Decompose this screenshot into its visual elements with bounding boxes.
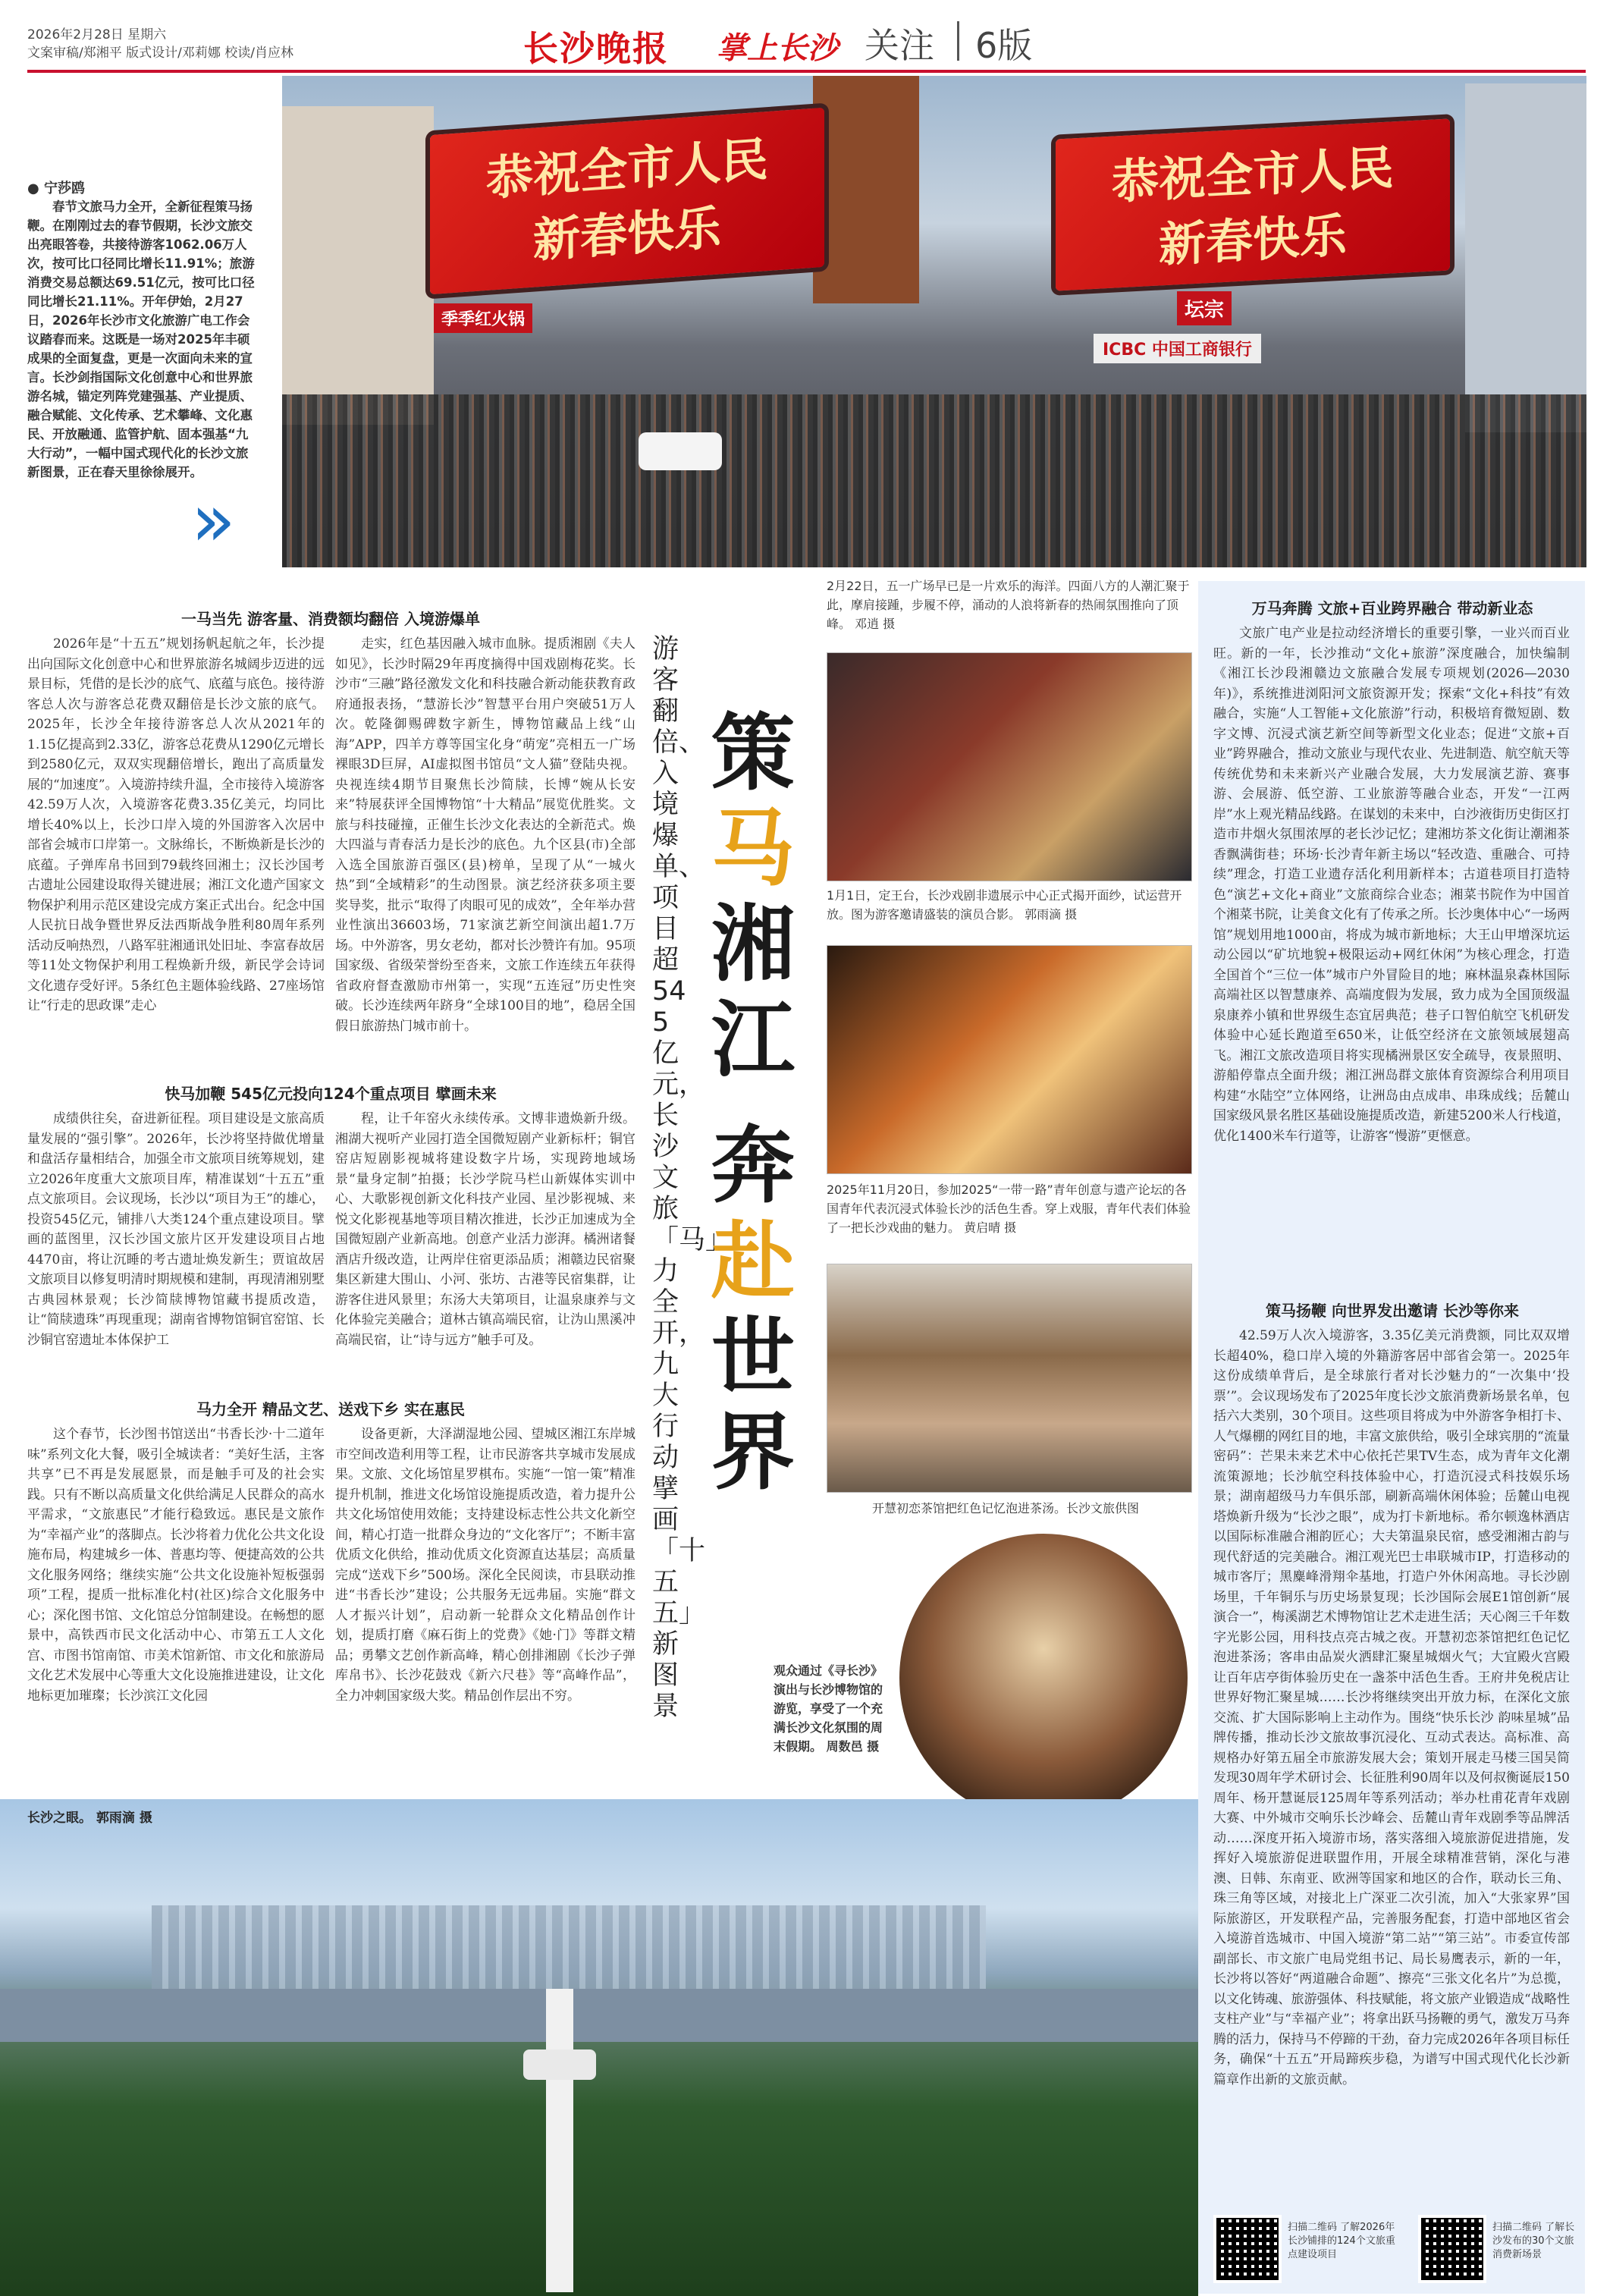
right-body-2: 42.59万人次入境游客，3.35亿美元消费额，同比双双增长超40%，稳口岸入境的外籍游客居中部省会第一。2025年这份成绩单背后，是全球旅行者对长沙魅力的“一次集中‘投票’”。会议现场发布了2025年度长沙文旅消费新场景名单，包括六大类别，30个项目。这些项目将成为中外游客争相打卡、人气爆棚的网红目的地，丰富文旅供给，吸引全球宾朋的“流量密码”：芒果未来艺术中心依托芒果TV生态，成为青年文化潮流策源地；长沙航空科技体验中心，打造沉浸式科技娱乐场景；湖南超级马力车俱乐部，刷新高端休闲体验；岳麓山电视塔焕新升级为“长沙之眼”，成为打卡新地标。希尔顿逸林酒店以国际标准融合湘韵匠心；大夫第温泉民宿，感受湘湘古韵与现代舒适的完美融合。湘江观光巴士串联城市IP，打造移动的城市客厅；黑麋峰滑翔伞基地，打造户外休闲高地。寻长沙剧场里，千年铜乐与历史场景复现；长沙国际会展E1馆创新“展演合一”，梅溪湖艺术博物馆让艺术走进生活；天心阁三千年数字光影公园，用科技点亮古城之夜。开慧初恋茶馆把红色记忆泡进茶汤；客串由品炭火洒肆汇聚星城烟火气；大宜殿火宫殿让百年店亭街体验历史在一盏茶中活色生香。王府井免税店让世界好物汇聚星城……长沙将继续突出开放力标，在深化文旅交流、扩大国际影响上主动作为。围绕“快乐长沙 韵味星城”品牌传播，推动长沙文旅故事沉浸化、互动式表达。高标准、高规格办好第五届全市旅游发展大会；策划开展走马楼三国吴简发现30周年学术研讨会、长征胜利90周年以及何叔衡诞辰150周年、杨开慧诞辰125周年等系列活动；举办杜甫花青年戏剧大赛、中外城市交响乐长沙峰会、岳麓山青年戏剧季等品牌活动……深度开拓入境游市场，落实落细入境旅游促进措施，发挥好入境旅游促进联盟作用，开展全球精准营销，深化与港澳、日韩、东南亚、欧洲等国家和地区的合作，联动长三角、珠三角等区域，对接北上广深亚二次引流，加入“大张家界”国际旅游区，开发联程产品，完善服务配套，打造中部地区省会入境游首选城市、中国入境游“第二站”“第三站”。市委宣传部副部长、市文旅广电局党组书记、局长易鹰表示，新的一年，长沙将以答好“两道融合命题”、擦亮“三张文化名片”为总揽，以文化铸魂、旅游强体、科技赋能，将文旅产业锻造成“战略性支柱产业”与“幸福产业”；将拿出跃马扬鞭的勇气，激发万马奔腾的活力，保持马不停蹄的干劲，奋力完成2026年各项目标任务，确保“十五五”开局蹄疾步稳，为谱写中国式现代化长沙新篇章作出新的文旅贡献。 — [1213, 1328, 1570, 2087]
led-screen-right-text: 恭祝全市人民 新春快乐 — [1111, 140, 1394, 273]
photo-theatre-center — [827, 652, 1192, 881]
headline-char-horse: 马 — [711, 800, 795, 897]
bank-sign: ICBC 中国工商银行 — [1094, 334, 1261, 363]
lede-paragraph: 春节文旅马力全开，全新征程策马扬鞭。在刚刚过去的春节假期，长沙文旅交出亮眼答卷，共接待游客1062.06万人次，按可比口径同比增长11.91%；旅游消费交易总额达69.51亿元，按可比口径同比增长21.11%。开年伊始，2月27日，2026年长沙市文化旅游广电工作会议踏春而来。这既是一场对2025年丰硕成果的全面复盘，更是一次面向未来的宣言。长沙剑指国际文化创意中心和世界旅游名城，锚定列阵党建强基、产业提质、融合赋能、文化传承、艺术攀峰、文化惠民、开放融通、监管护航、固本强基“九大行动”，一幅中国式现代化的长沙文旅新图景，正在春天里徐徐展开。 — [27, 199, 255, 479]
top-photo-wuyi-square — [282, 76, 1586, 567]
tv-tower-shaft — [546, 1989, 573, 2292]
police-car — [639, 432, 722, 470]
right-body-1-box — [1213, 623, 1570, 1283]
section2-text-a: 成绩供往矣，奋进新征程。项目建设是文旅高质量发展的“强引擎”。2026年，长沙将坚持做优增量和盘活存量相结合，加强全市文旅项目统筹规划，建立2026年度重大文旅项目库，精准谋划“十五五”重点文旅项目。会议现场，长沙以“项目为王”的雄心，投资545亿元，铺排八大类124个重点建设项目。擘画的蓝图里，汉长沙国文旅片区开发建设项目占地4470亩，将让沉睡的考古遗址焕发新生；贾谊故居文旅项目以修复明清时期规模和建制，再现清湘别墅古典园林景观；长沙简牍博物馆藏书提质改造，让“简牍遗珠”再现重现；湖南省博物馆铜官窑馆、长沙铜官窑遗址本体保护工 — [27, 1111, 325, 1348]
section3-title: 马力全开 精品文艺、送戏下乡 实在惠民 — [196, 1400, 465, 1418]
section2-col-b — [335, 1109, 635, 1382]
author-name: 宁莎鸥 — [43, 181, 85, 196]
date-line: 2026年2月28日 星期六 — [27, 27, 167, 42]
photo-teahouse — [827, 1264, 1192, 1493]
tower-caption: 长沙之眼。 郭雨滴 摄 — [27, 1811, 152, 1826]
section3-col-a — [27, 1424, 325, 1743]
section-label: 关注 — [865, 25, 934, 66]
headline-char: 界 — [711, 1404, 795, 1501]
qr-code-projects[interactable] — [1213, 2215, 1282, 2283]
section1-title: 一马当先 游客量、消费额均翻倍 入境游爆单 — [181, 610, 480, 628]
qr-caption-1: 扫描二维码 了解2026年长沙铺排的124个文旅重点建设项目 — [1288, 2222, 1395, 2260]
skyline — [152, 1905, 986, 1989]
headline-char: 世 — [711, 1308, 795, 1406]
photo-changsha-eye — [0, 1799, 1198, 2296]
shop-sign: 季季红火锅 — [434, 303, 532, 333]
qr-caption-2: 扫描二维码 了解长沙发布的30个文旅消费新场景 — [1492, 2222, 1575, 2260]
headline-char: 江 — [711, 991, 795, 1088]
section2-col-a — [27, 1109, 325, 1382]
headline-char: 策 — [711, 705, 795, 802]
top-photo-caption: 2月22日，五一广场早已是一片欢乐的海洋。四面八方的人潮汇聚于此，摩肩接踵，步履不停，涌动的人浪将新春的热闹氛围推向了顶峰。 邓逍 摄 — [827, 579, 1190, 631]
section3-col-b — [335, 1424, 635, 1743]
photo-caption-2: 2025年11月20日，参加2025“一带一路”青年创意与遗产论坛的各国青年代表沉浸式体验长沙的活色生香。穿上戏服，青年代表们体验了一把长沙戏曲的魅力。 黄启晴 摄 — [827, 1183, 1191, 1235]
section2-title: 快马加鞭 545亿元投向124个重点项目 擘画未来 — [165, 1085, 497, 1103]
header-rule — [27, 70, 1586, 73]
tv-tower-pod — [523, 2049, 596, 2080]
qr-code-scenes[interactable] — [1418, 2215, 1486, 2283]
headline-char: 奔 — [711, 1117, 795, 1214]
editors-line: 文案审稿/郑湘平 版式设计/邓莉娜 校读/肖应林 — [27, 46, 293, 61]
right-body-2-box — [1213, 1326, 1570, 2198]
right-title-2: 策马扬鞭 向世界发出邀请 长沙等你来 — [1266, 1302, 1519, 1320]
pagoda-tower — [813, 76, 919, 303]
newspaper-logo[interactable]: 长沙晚报 — [523, 28, 669, 69]
page-number: 6版 — [975, 25, 1033, 66]
section1-text-a: 2026年是“十五五”规划扬帆起航之年，长沙提出向国际文化创意中心和世界旅游名城阔步迈进的远景目标，凭借的是长沙的底气、底蕴与底色。接待游客总人次与游客总花费双翻倍是长沙文旅的底气。2025年，长沙全年接待游客总人次从2021年的1.15亿提高到2.33亿，游客总花费从1290亿元增长到2580亿元，双双实现翻倍增长，跑出了高质量发展的“加速度”。入境游持续升温，全市接待入境游客42.59万人次，入境游客花费3.35亿美元，均同比增长40%以上，长沙口岸入境的外国游客入次居中部省会城市口岸第一。文脉绵长，不断焕新是长沙的底蕴。子弹库帛书回到79载终回湘土；汉长沙国考古遗址公园建设取得关键进展；湘江文化遗产国家文物保护利用示范区建设完成方案正式出台。纪念中国人民抗日战争暨世界反法西斯战争胜利80周年系列活动反响热烈，八路军驻湘通讯处旧址、李富春故居等11处文物保护利用工程焕新升级，新民学会诗词文化遗存受好评。5条红色主题体验线路、27座场馆让“行走的思政课”走心 — [27, 636, 325, 1013]
section2-text-b: 程，让千年窑火永续传承。文博非遗焕新升级。湘湖大视听产业园打造全国微短剧产业新标杆；铜官窑店短剧影视城将建设数字片场，实现跨地域场景“量身定制”拍摄；长沙学院马栏山新媒体实训中心、大歌影视创新文化科技产业园、星沙影视城、来悦文化影视基地等项目精次推进，长沙正加速成为全国微短剧产业新高地。创意产业活力澎湃。橘洲诸餐酒店升级改造，让两岸住宿更添品质；湘赣边民宿聚集区新建大围山、小河、张坊、古港等民宿集群，让游客住进风景里；东汤大夫第项目，让温泉康养与文化体验完美融合；道林古镇高端民宿，让沩山黑溪冲高端民宿，让“诗与远方”触手可及。 — [335, 1111, 635, 1348]
headline-char: 湘 — [711, 896, 795, 993]
app-logo[interactable]: 掌上长沙 — [717, 31, 838, 66]
led-screen-right — [1056, 118, 1450, 291]
author-byline: ● 宁莎鸥 — [27, 181, 85, 196]
headline-char-gallop: 赴 — [711, 1213, 795, 1310]
vertical-subtitle: 游客翻倍、入境爆单、项目超545亿元，长沙文旅「马」力全开，九大行动擘画「十五五」新图景 — [652, 634, 733, 1722]
led-screen-left — [430, 108, 824, 294]
river — [0, 1989, 1198, 2042]
crowd — [282, 394, 1586, 567]
main-headline — [711, 705, 810, 1500]
chevron-icon: » — [191, 478, 236, 563]
date-editors — [27, 26, 293, 62]
photo-caption-4: 观众通过《寻长沙》演出与长沙博物馆的游览，享受了一个充满长沙文化氛围的周末假期。 周数邑 摄 — [774, 1663, 883, 1754]
building — [1465, 83, 1586, 432]
photo-caption-3: 开慧初恋茶馆把红色记忆泡进茶汤。长沙文旅供图 — [872, 1501, 1140, 1515]
led-screen-left-text: 恭祝全市人民 新春快乐 — [485, 130, 768, 269]
photo-caption-1: 1月1日，定王台，长沙戏剧非遗展示中心正式揭开面纱，试运营开放。图为游客邀请盛装的演员合影。 郭雨滴 摄 — [827, 888, 1182, 922]
section3-text-b: 设备更新，大泽湖湿地公园、望城区湘江东岸城市空间改造利用等工程，让市民游客共享城市发展成果。文旅、文化场馆星罗棋布。实施“一馆一策”精准提升机制，推进文化场馆设施提质改造，着力提升公共文化场馆使用效能；支持建设标志性公共文化新空间，精心打造一批群众身边的“文化客厅”；不断丰富优质文化供给，推动优质文化资源直达基层；高质量完成“送戏下乡”500场。深化全民阅读，市县联动推进“书香长沙”建设；公共服务无远弗届。实施“群文人才振兴计划”，启动新一轮群众文化精品创作计划，提质打磨《麻石街上的党费》《她·门》等群文精品；勇攀文艺创作新高峰，精心创排湘剧《长沙子弹库帛书》、长沙花鼓戏《新六尺巷》等“高峰作品”，全力冲刺国家级大奖。精品创作层出不穷。 — [335, 1427, 635, 1704]
right-title-1: 万马奔腾 文旅+百业跨界融合 带动新业态 — [1251, 599, 1533, 617]
building — [282, 106, 434, 425]
right-body-1: 文旅广电产业是拉动经济增长的重要引擎，一业兴而百业旺。新的一年，长沙推动“文化+旅游”深度融合，加快编制《湘江长沙段湘赣边文旅融合发展专项规划(2026—2030年)》，系统推进浏阳河文旅资源开发；探索“文化+科技”有效融合，实施“人工智能+文化旅游”行动，积极培育微短剧、数字文博、沉浸式演艺新空间等新型文化业态；促进“文旅+百业”跨界融合，推动文旅业与现代农业、先进制造、航空航天等传统优势和未来新兴产业融合发展，大力发展演艺游、赛事游、会展游、低空游、工业旅游等融合业态，开发“一江两岸”水上观光精品线路。在谋划的未来中，白沙液街历史街区打造市井烟火氛围浓厚的老长沙记忆；建湘坊茶文化街让潮湘茶香飘满街巷；环场·长沙青年新主场以“轻改造、重融合、可持续”理念，打造工业遗存活化利用新样本；古道巷项目打造特色“演艺+文化+商业”文旅商综合业态；湘菜书院作为中国首个湘菜书院，让美食文化有了传承之所。长沙奥体中心“一场两馆”规划用地1000亩，将成为城市新地标；大王山甲增深坑运动公园以“矿坑地貌+极限运动+网红休闲”为核心理念，打造全国首个“三位一体”城市户外冒险目的地；麻林温泉森林国际高端社区以智慧康养、高端度假为发展，致力成为全国顶级温泉康养小镇和世界级生态宜居典范；巷子口智伯航空飞机研发体验中心延长跑道至650米，让低空经济在文旅领域展翅高飞。湘江文旅改造项目将实现橘洲景区安全疏导，夜景照明、游船停靠点全面升级；湘江洲岛群文旅体育资源综合利用项目构建“水陆空”立体网络，让洲岛由点成串、串珠成线；岳麓山国家级风景名胜区基础设施提质改造，新建5200米人行栈道，优化1400米车行道等，让游客“慢游”更惬意。 — [1213, 626, 1570, 1144]
photo-youth-forum — [827, 945, 1192, 1174]
section1-col-b — [335, 634, 635, 1066]
photo-xunchangsha-circle — [893, 1528, 1194, 1828]
header-divider — [957, 21, 959, 61]
section1-col-a — [27, 634, 325, 1066]
section3-text-a: 这个春节，长沙图书馆送出“书香长沙·十二道年味”系列文化大餐，吸引全城读者：“美好生活，主客共享”已不再是发展愿景，而是触手可及的社会实践。只有不断以高质量文化供给满足人民群众的高水平需求，“文旅惠民”才能行稳致远。惠民是文旅作为“幸福产业”的落脚点。长沙将着力优化公共文化设施布局，构建城乡一体、普惠均等、便捷高效的公共文化服务网络；继续实施“公共文化设施补短板强弱项”工程，提质一批标准化村(社区)综合文化服务中心；深化图书馆、文化馆总分馆制建设。在畅想的愿景中，高铁西市民文化活动中心、市第五工人文化宫、市图书馆南馆、市美术馆新馆、市文化和旅游局文化艺术发展中心等重大文化设施推进建设，让文化地标更加璀璨；长沙滨江文化园 — [27, 1427, 325, 1704]
section1-text-b: 走实，红色基因融入城市血脉。提质湘剧《夫人如见》，长沙时隔29年再度摘得中国戏剧梅花奖。长沙市“三融”路径激发文化和科技融合新动能获教育政府通报表扬，“慧游长沙”智慧平台用户突破51万人次。乾隆御赐碑数字新生，博物馆藏品上线“山海”APP，四羊方尊等国宝化身“萌宠”亮相五一广场裸眼3D巨屏，AI虚拟图书馆员“文人猫”登陆央视。央视连续4期节目聚焦长沙简牍，长博“婉从长安来”特展获评全国博物馆“十大精品”展览优胜奖。文旅与科技碰撞，正催生长沙文化表达的全新范式。焕大四溢与青春活力是长沙的底色。九个区县(市)全部入选全国旅游百强区(县)榜单，呈现了从“一城火热”到“全域精彩”的生动图景。演艺经济获多项主要奖导奖，批示“取得了肉眼可见的成效”，全年举办营业性演出36603场，71家演艺新空间演出超1.7万场。中外游客，男女老幼，都对长沙赞许有加。95项国家级、省级荣誉纷至沓来，文旅工作连续五年获得省政府督查激励市州第一，实现“五连冠”历史性突破。长沙连续两年跻身“全球100目的地”，稳居全国假日旅游热门城市前十。 — [335, 636, 635, 1034]
shop-sign: 坛宗 — [1177, 291, 1232, 325]
